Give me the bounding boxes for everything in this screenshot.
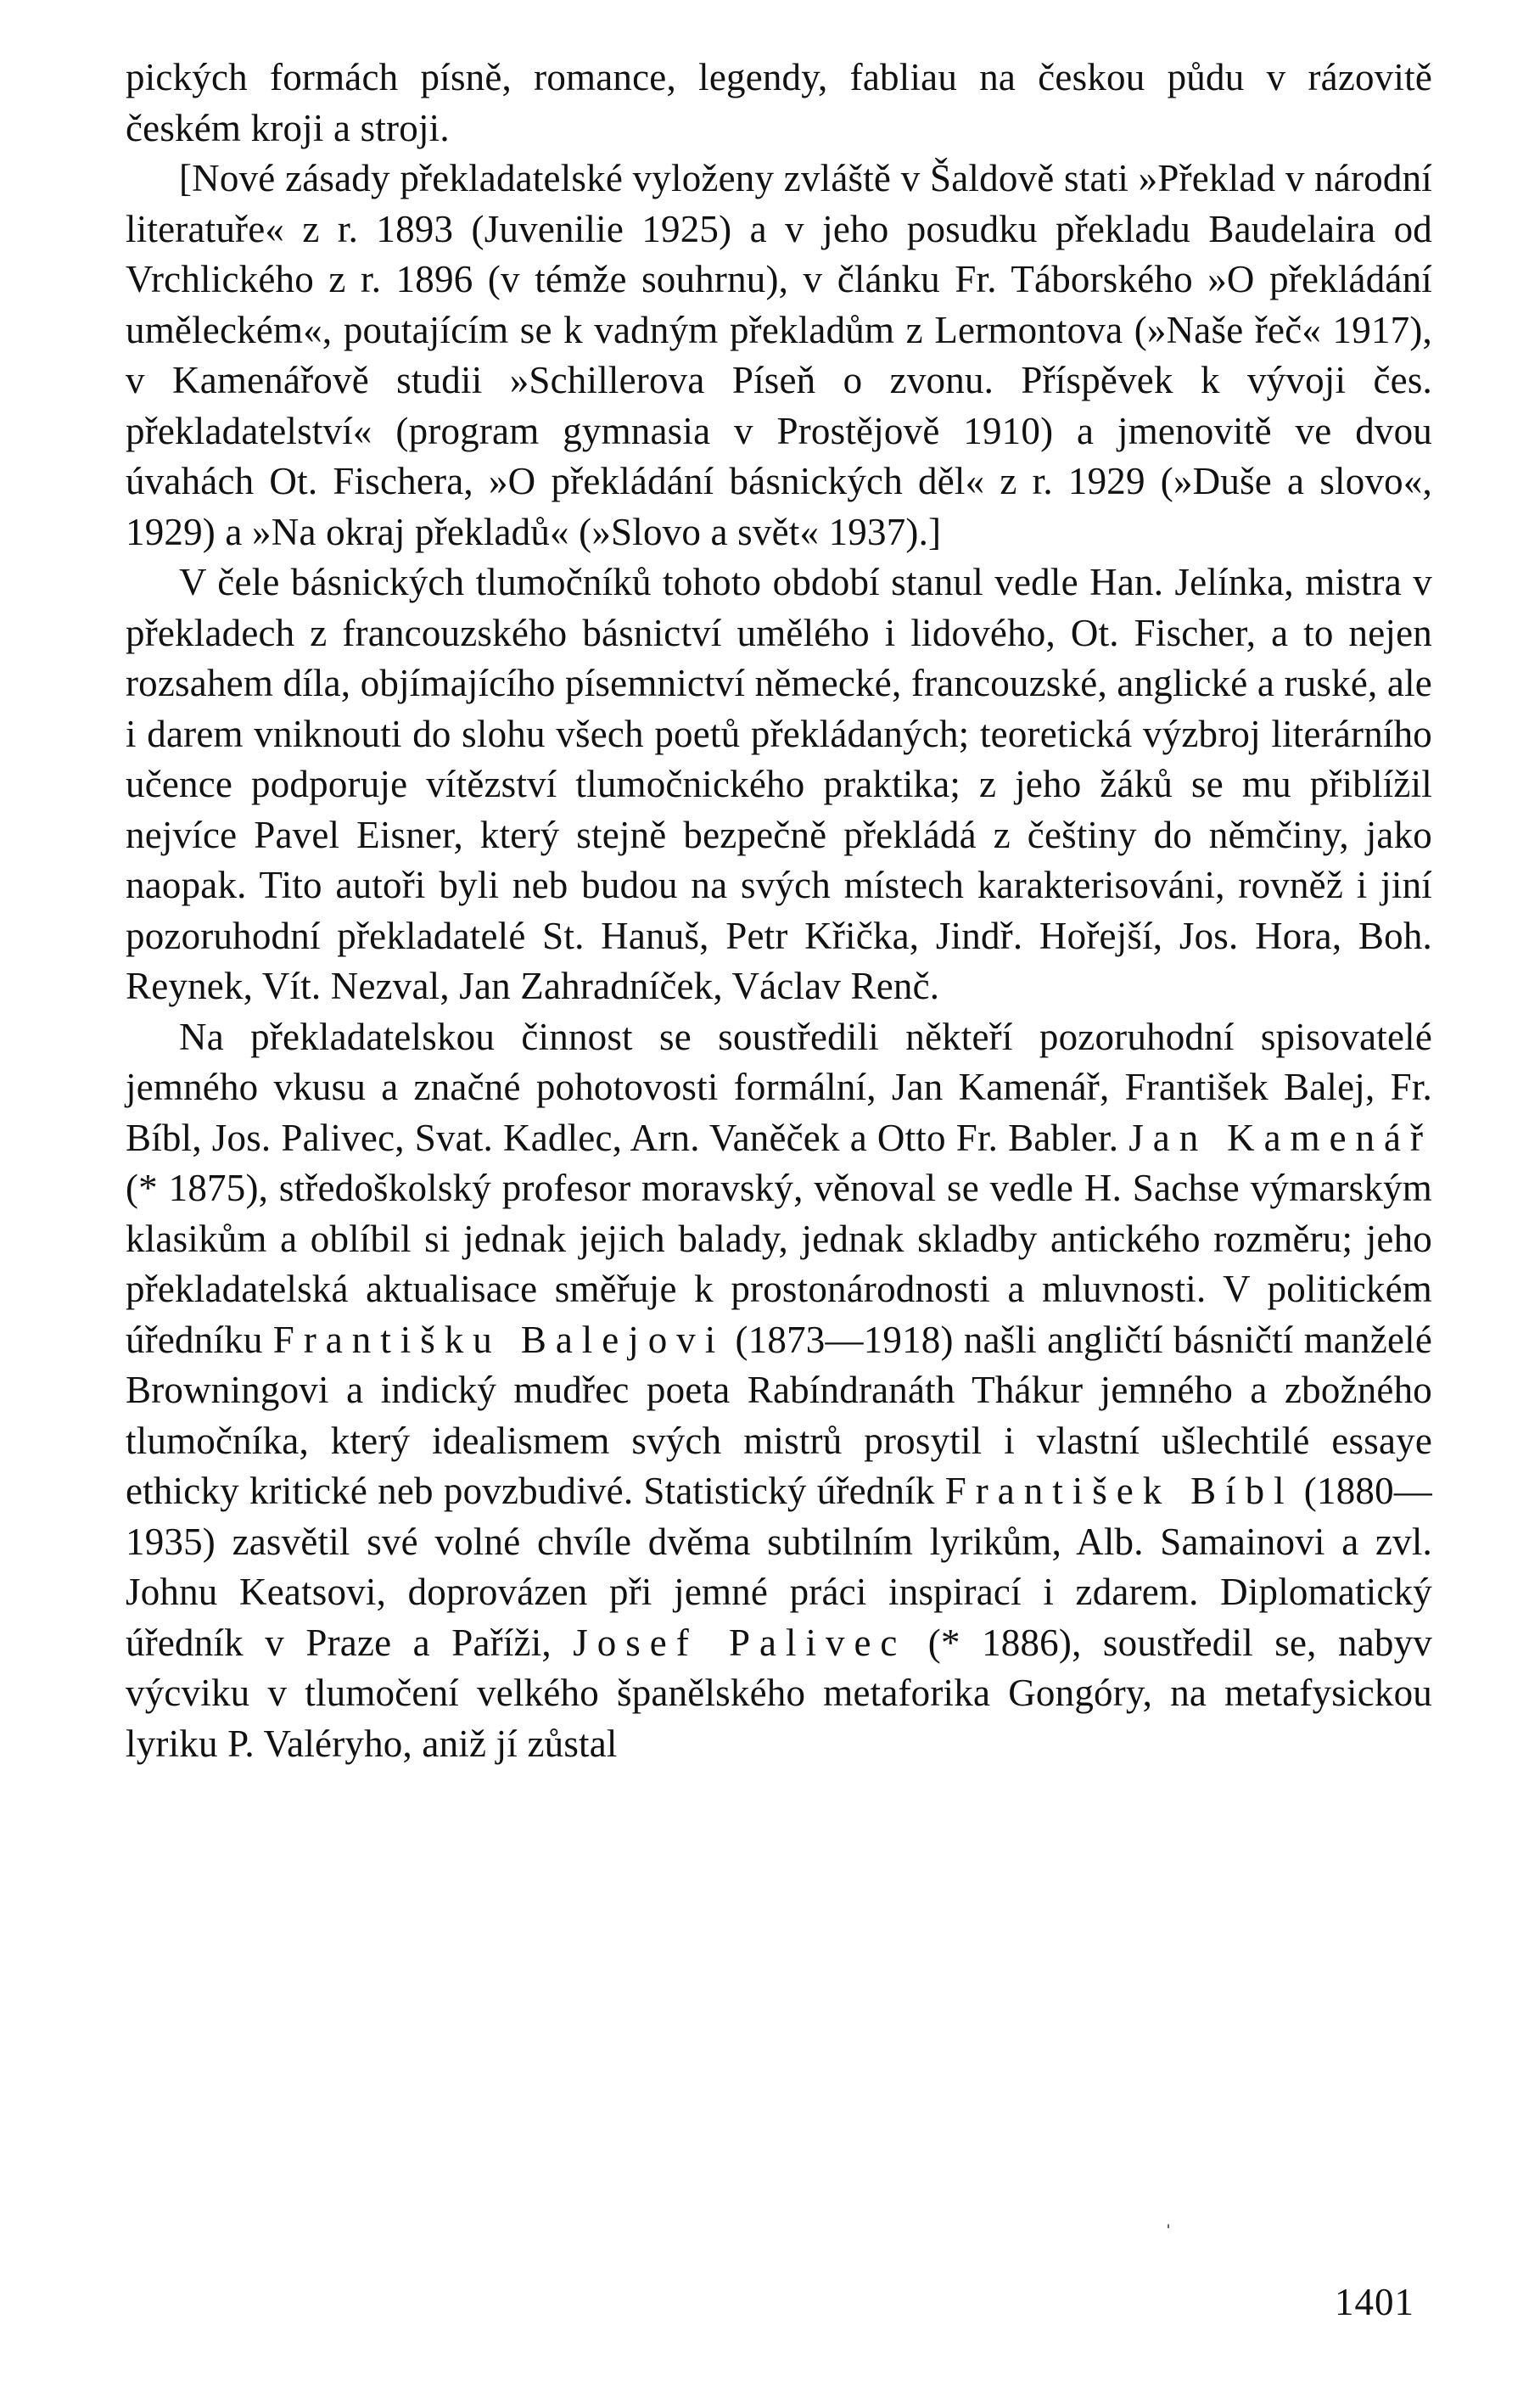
text-segment: Na překladatelskou činnost se soustředili někteří pozoruhodní spisovatelé jemného vkusu a značné pohotovosti formální, Jan Kamenář, František Balej, Fr. Bíbl, Jos. Palivec, Svat. Kadlec, Arn. Vaněček a Otto Fr. Babler. [126,1015,1432,1159]
text-segment: (1880—1935) zasvětil své volné chvíle dvěma subtilním lyrikům, Alb. Samainovi a zvl. Johnu Keatsovi, doprovázen při jemné práci inspirací i zdarem. Diplomatický úředník v Praze a Paříži, [126,1470,1432,1664]
margin-mark: ˈ [1164,2220,1173,2248]
paragraph [126,1012,1432,1770]
body-text [126,53,1432,1769]
paragraph [126,53,1432,154]
text-segment: pických formách písně, romance, legendy, fabliau na českou půdu v rázovitě českém kroji a stroji. [126,56,1432,149]
spaced-name: Jan Kamenář [1128,1116,1432,1159]
text-segment: [Nové zásady překladatelské vyloženy zvláště v Šaldově stati »Překlad v národní literatuře« z r. 1893 (Juvenilie 1925) a v jeho posudku překladu Baudelaira od Vrchlického z r. 1896 (v témže souhrnu), v článku Fr. Táborského »O překládání uměleckém«, poutajícím se k vadným překladům z Lermontova (»Naše řeč« 1917), v Kamenářově studii »Schillerova Píseň o zvonu. Příspěvek k vývoji čes. překladatelství« (program gymnasia v Prostějově 1910) a jmenovitě ve dvou úvahách Ot. Fischera, »O překládání básnických děl« z r. 1929 (»Duše a slovo«, 1929) a »Na okraj překladů« (»Slovo a svět« 1937).] [126,157,1432,553]
text-segment: (1873—1918) našli angličtí básničtí manželé Browningovi a indický mudřec poeta Rabíndranáth Thákur jemného a zbožného tlumočníka, který idealismem svých mistrů prosytil i vlastní ušlechtilé essaye ethicky kritické neb povzbudivé. Statistický úředník [126,1318,1432,1512]
spaced-name: Josef Palivec [573,1621,907,1664]
text-segment: (* 1875), středoškolský profesor moravský, věnoval se vedle H. Sachse výmarským klasikům a oblíbil si jednak jejich balady, jednak skladby antického rozměru; jeho překladatelská aktualisace směřuje k prostonárodnosti a mluvnosti. V politickém úředníku [126,1167,1432,1361]
text-segment: (* 1886), soustředil se, nabyv výcviku v tlumočení velkého španělského metaforika Gongóry, na metafysickou lyriku P. Valéryho, aniž jí zůstal [126,1621,1433,1765]
text-segment: V čele básnických tlumočníků tohoto období stanul vedle Han. Jelínka, mistra v překladech z francouzského básnictví umělého i lidového, Ot. Fischer, a to nejen rozsahem díla, objímajícího písemnictví německé, francouzské, anglické a ruské, ale i darem vniknouti do slohu všech poetů překládaných; teoretická výzbroj literárního učence podporuje vítězství tlumočnického praktika; z jeho žáků se mu přiblížil nejvíce Pavel Eisner, který stejně bezpečně překládá z češtiny do němčiny, jako naopak. Tito autoři byli neb budou na svých místech karakterisováni, rovněž i jiní pozoruhodní překladatelé St. Hanuš, Petr Křička, Jindř. Hořejší, Jos. Hora, Boh. Reynek, Vít. Nezval, Jan Zahradníček, Václav Renč. [126,561,1432,1007]
spaced-name: František Bíbl [944,1470,1294,1512]
page-number: 1401 [1335,2281,1414,2323]
paragraph [126,557,1432,1012]
paragraph [126,154,1432,557]
spaced-name: Františku Balejovi [272,1318,725,1361]
